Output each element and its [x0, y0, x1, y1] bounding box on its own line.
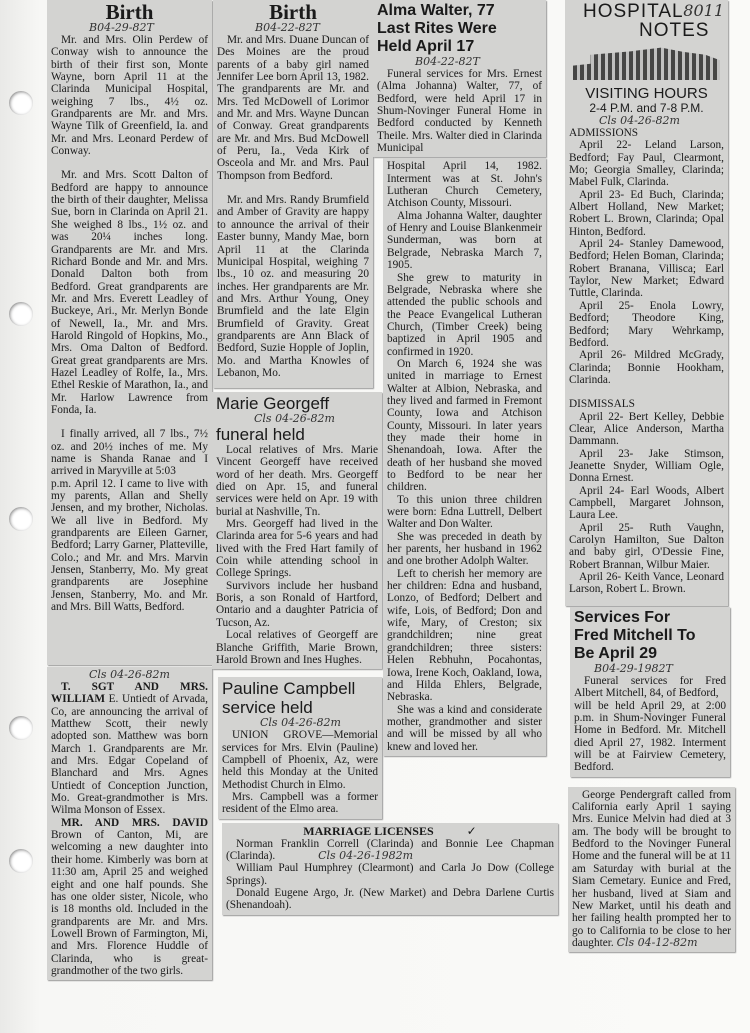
- obituary-paragraph: Left to cherish her memory are her children: Edna and husband, Lonzo, of Bedford; Delbert and wife, Lois, of Bedford; Don and wife, Mary, of Creston; six grandchildren; nine great grandchildren; three sisters: Helen Rebhuhn, Pocahontas, Iowa, Irene Koch, Oakland, Iowa, and Hilda Ehlers, Belgrade, Nebraska.: [387, 567, 542, 704]
- page-number-annotation: 8011: [683, 1, 724, 20]
- birth-paragraph: p.m. April 12. I came to live with my parents, Allan and Shelly Jensen, and my brother, Nicholas. We all live in Bedford. My grandparents are Eileen Garner, Bedford; Larry Garner, Platteville, Colo.; and Mr. and Mrs. Marvin Jensen, Stanberry, Mo. My great grandparents are Josephine Jensen, Stanberry, Mo. and Mr. and Mrs. Bill Watts, Bedford.: [51, 477, 208, 614]
- walter-title: Alma Walter, 77: [377, 2, 495, 19]
- handwritten-annotation: B04-22-82T: [255, 21, 320, 34]
- campbell-title: service held: [222, 698, 313, 718]
- admission-entry: April 22- Leland Larson, Bedford; Fay Paul, Clearmont, Mo; Georgia Smalley, Clarinda; Mabel Fulk, Clarinda.: [569, 139, 724, 189]
- obituary-paragraph: Mrs. Georgeff had lived in the Clarinda area for 5-6 years and had lived with the Fred Hart family of Coin while attending school in College Springs.: [216, 518, 378, 580]
- admission-entry: April 24- Stanley Damewood, Bedford; Helen Boman, Clarinda; Robert Branana, Villisca; Earl Taylor, New Market; Edward Tuttle, Clarinda.: [569, 238, 724, 300]
- admission-entry: April 26- Mildred McGrady, Clarinda; Bonnie Hookham, Clarinda.: [569, 349, 724, 386]
- birth-heading: Birth: [269, 0, 317, 24]
- birth-paragraph: Mr. and Mrs. Olin Perdew of Conway wish to announce the birth of their first son, Monte Wayne, born April 11 at the Clarinda Municipal Hospital, weighing 7 lbs., 4½ oz. Grandparents are Mr. and Mrs. Wayne Tilk of Greenfield, Ia. and Mr. and Mrs. Leonard Perdew of Conway.: [51, 34, 208, 158]
- obituary-paragraph: She grew to maturity in Belgrade, Nebraska where she attended the public schools and the Peace Evangelical Lutheran Church, (Timber Creek) being baptized in April 1905 and confirmed in 1920.: [387, 271, 542, 358]
- visiting-hours: 2-4 P.M. and 7-8 P.M.: [589, 101, 704, 115]
- announcement-text: E. Untiedt of Arvada, Co, are announcing the arrival of Matthew Scott, their newly adopted son. Matthew was born March 1. Grandparents are Mr. and Mrs. Edgar Copeland of Blanchard and Mrs. Agnes Untiedt of Conception Junction, Mo. Great-grandmother is Mrs. Wilma Monson of Essex.: [51, 693, 208, 817]
- walter-title: Last Rites Were: [377, 20, 497, 37]
- campbell-title: Pauline Campbell: [222, 679, 356, 699]
- obituary-paragraph: Funeral services for Fred Albert Mitchell, 84, of Bedford,: [574, 675, 726, 700]
- announcement-text: Brown of Canton, Mi, are welcoming a new daughter into their home. Kimberly was born at 11:30 am, April 25 and weighed eight and one half pounds. She has one older sister, Nicole, who is 18 months old. Included in the grandparents are Mr. and Mrs. Lowell Brown of Farmington, Mi, and Mrs. Florence Huddle of Clarinda, who is great-grandmother of the two girls.: [51, 829, 208, 977]
- admissions-label: ADMISSIONS: [569, 127, 639, 139]
- dismissal-entry: April 22- Bert Kelley, Debbie Clear, Alice Anderson, Martha Dammann.: [569, 410, 724, 448]
- walter-title: Held April 17: [377, 38, 475, 55]
- obituary-paragraph: Alma Johanna Walter, daughter of Henry and Louise Blankenmeir Sunderman, was born at Belgrade, Nebraska March 7, 1905.: [387, 209, 542, 272]
- column-4: [565, 0, 735, 952]
- obituary-paragraph: George Pendergraft called from California early April 1 saying Mrs. Eunice Melvin had died at 3 am. The body will be brought to Bedford to the Novinger Funeral Home and the funeral will be at 11 am Saturday with burial at the Siam Cemetary. Eunice and Fred, her husband, lived at Siam and New Market, until his death and her failing health prompted her to go to California to be close to her daughter.: [572, 788, 731, 949]
- handwritten-annotation: Cls 04-26-82m: [260, 716, 341, 730]
- handwritten-annotation: Cls 04-26-82m: [599, 114, 680, 127]
- mitchell-clipping: [570, 607, 730, 777]
- obituary-paragraph: She was preceded in death by her parents, her husband in 1962 and one brother Adolph Walter.: [387, 530, 542, 568]
- binder-hole: [9, 716, 33, 740]
- handwritten-annotation: B04-29-82T: [89, 21, 154, 34]
- announcement-lead: MR. AND MRS. DAVID: [61, 816, 208, 829]
- column-1: [47, 0, 212, 980]
- walter-clipping-top: [373, 0, 546, 157]
- georgeff-title: Marie Georgeff: [216, 394, 330, 413]
- binder-hole: [9, 507, 33, 531]
- handwritten-annotation: B04-22-82T: [415, 55, 480, 68]
- birth-paragraph: Mr. and Mrs. Randy Brumfield and Amber of Gravity are happy to announce the arrival of their Easter bunny, Mandy Mae, born April 11 at the Clarinda Municipal Hospital, weighing 7 lbs., 10 oz. and measuring 20 inches. Her grandparents are Mr. and Mrs. Arthur Young, Oney Brumfield and the late Elgin Brumfield of Gravity. Great grandparents are Ann Black of Bedford, Suzie Hopple of Joplin, Mo. and Martha Knowles of Lebanon, Mo.: [217, 194, 369, 379]
- marriage-licenses-clipping: [222, 823, 558, 915]
- visiting-hours-title: VISITING HOURS: [585, 85, 708, 102]
- birth-paragraph: Mr. and Mrs. Duane Duncan of Des Moines are the proud parents of a baby girl named Jennifer Lee born April 13, 1982. The grandparents are Mr. and Mrs. Ted McDowell of Lorimor and Mr. and Mrs. Wayne Duncan of Conway. Great grandparents are Mr. and Mrs. Bud McDowell of Peru, Ia., Veda Kirk of Osceola and Mr. and Mrs. Paul Thompson from Bedford.: [217, 34, 369, 182]
- marriage-entry: Norman Franklin Correll (Clarinda) and Bonnie Lee Chapman (Clarinda).: [226, 837, 554, 862]
- campbell-clipping: [218, 677, 382, 818]
- obituary-paragraph: To this union three children were born: Edna Luttrell, Delbert Walter and Don Walter.: [387, 493, 542, 531]
- obituary-paragraph: Survivors include her husband Boris, a son Ronald of Hartford, Ontario and a daughter Patricia of Tucson, Az.: [216, 579, 378, 629]
- check-mark-icon: ✓: [466, 823, 477, 838]
- georgeff-title: funeral held: [216, 425, 305, 444]
- obituary-paragraph: will be held April 29, at 2:00 p.m. in Shum-Novinger Funeral Home in Bedford. Mr. Mitchell died April 27, 1982. Interment will be at Fairview Cemetery, Bedford.: [574, 699, 726, 774]
- georgeff-clipping: [212, 392, 382, 669]
- obituary-paragraph: She was a kind and considerate mother, grandmother and sister and will be missed by all who knew and loved her.: [387, 703, 542, 753]
- hospital-notes-clipping: [565, 0, 728, 606]
- hospital-building-image: [573, 44, 720, 80]
- handwritten-annotation: Cls 04-12-82m: [616, 935, 698, 949]
- column-3: [373, 0, 546, 756]
- mitchell-title: Services For: [574, 609, 671, 626]
- binder-hole: [9, 849, 33, 873]
- dismissal-entry: April 24- Earl Woods, Albert Campbell, Margaret Johnson, Laura Lee.: [569, 484, 724, 522]
- melvin-clipping: [568, 787, 735, 952]
- walter-clipping-continued: [383, 158, 546, 756]
- marriage-licenses-heading: MARRIAGE LICENSES: [303, 823, 434, 838]
- obituary-paragraph: Local relatives of Georgeff are Blanche Griffith, Marie Brown, Harold Brown and Ines Hughes.: [216, 629, 378, 666]
- binder-hole: [9, 302, 33, 326]
- handwritten-annotation: B04-29-1982T: [594, 662, 673, 675]
- birth-paragraph: Mr. and Mrs. Scott Dalton of Bedford are happy to announce the birth of their daughter, Melissa Sue, born in Clarinda on April 21. She weighed 8 lbs., 1½ oz. and was 20¼ inches long. Grandparents are Mr. and Mrs. Richard Bonde and Mr. and Mrs. Donald Dalton both from Bedford. Great grandparents are Mr. and Mrs. Everett Leadley of Buckeye, Ari., Mr. Merlyn Bonde of Newell, Ia., Mr. and Mrs. Harold Ringold of Hopkins, Mo., Mrs. Oma Dalton of Bedford. Great great grandparents are Mrs. Hazel Leadley of Rolfe, Ia., Mrs. Ethel Reskie of Marathon, Ia., and Mr. Harlow Lawrence from Fonda, Ia.: [51, 169, 208, 416]
- birth-paragraph: I finally arrived, all 7 lbs., 7½ oz. and 20½ inches of me. My name is Shanda Ranae and I arrived in Maryville at 5:03: [51, 428, 208, 478]
- dismissal-entry: April 25- Ruth Vaughn, Carolyn Hamilton, Sue Dalton and baby girl, O'Dessie Fine, Robert Brannan, Wilbur Maier.: [569, 521, 724, 571]
- handwritten-annotation: Cls 04-26-82m: [254, 412, 335, 425]
- birth-clipping-1: [47, 0, 212, 665]
- handwritten-annotation: Cls 04-26-1982m: [318, 848, 414, 862]
- binder-hole: [9, 91, 33, 115]
- admission-entry: April 25- Enola Lowry, Bedford; Theodore King, Bedford; Mary Wehrkamp, Bedford.: [569, 299, 724, 349]
- birth-clipping-2: [47, 667, 212, 980]
- hospital-notes-title: HOSPITAL: [583, 1, 684, 22]
- mitchell-title: Be April 29: [574, 645, 657, 662]
- hospital-notes-title: NOTES: [639, 20, 710, 41]
- obituary-paragraph: Funeral services for Mrs. Ernest (Alma Johanna) Walter, 77, of Bedford, were held April 17 in Shum-Novinger Funeral Home in Bedford conducted by Kenneth Theile. Mrs. Walter died in Clarinda Municipal: [377, 68, 542, 155]
- obituary-paragraph: Hospital April 14, 1982. Interment was at St. John's Lutheran Church Cemetery, Atchison County, Missouri.: [387, 160, 542, 210]
- handwritten-annotation: Cls 04-26-82m: [89, 668, 170, 681]
- obituary-paragraph: Local relatives of Mrs. Marie Vincent Georgeff have received word of her death. Mrs. Georgeff died on Apr. 15, and funeral services were held on Apr. 19 with burial at Nashville, Tn.: [216, 444, 378, 518]
- dismissal-entry: April 26- Keith Vance, Leonard Larson, Robert L. Brown.: [569, 571, 724, 596]
- marriage-entry: William Paul Humphrey (Clearmont) and Carla Jo Dow (College Springs).: [226, 862, 554, 887]
- marriage-entry: Donald Eugene Argo, Jr. (New Market) and Debra Darlene Curtis (Shenandoah).: [226, 886, 554, 912]
- birth-clipping-3: [213, 0, 373, 388]
- obituary-paragraph: On March 6, 1924 she was united in marriage to Ernest Walter at Albion, Nebraska, and they lived and farmed in Fremont County, Iowa and Atchison County, Missouri. In later years they made their home in Shenandoah, Iowa. After the death of her husband she moved to Bedford to be near her children.: [387, 357, 542, 494]
- obituary-paragraph: UNION GROVE—Memorial services for Mrs. Elvin (Pauline) Campbell of Phoenix, Az, were held this Monday at the United Methodist Church in Elmo.: [222, 729, 378, 791]
- obituary-paragraph: Mrs. Campbell was a former resident of the Elmo area.: [222, 790, 378, 816]
- dismissal-entry: April 23- Jake Stimson, Jeanette Snyder, William Ogle, Donna Ernest.: [569, 447, 724, 485]
- birth-heading: Birth: [105, 0, 154, 24]
- announcement-lead: T. SGT AND MRS. WILLIAM: [51, 681, 208, 706]
- admission-entry: April 23- Ed Buch, Clarinda; Albert Holland, New Market; Robert L. Brown, Clarinda; Opal Hinton, Bedford.: [569, 188, 724, 238]
- dismissals-label: DISMISSALS: [569, 398, 635, 411]
- mitchell-title: Fred Mitchell To: [574, 627, 696, 644]
